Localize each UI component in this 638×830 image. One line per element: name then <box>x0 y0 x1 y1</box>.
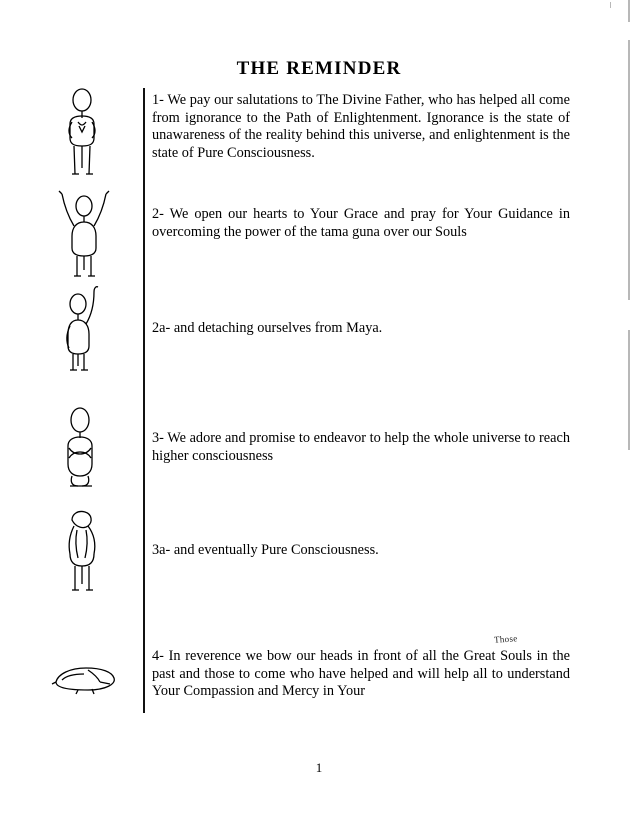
page-title: THE REMINDER <box>236 58 402 79</box>
verse-paragraph: 2a- and detaching ourselves from Maya. <box>152 320 383 336</box>
scan-artifact <box>628 330 630 450</box>
page-number: 1 <box>315 760 323 775</box>
verse-paragraph: 2- We open our hearts to Your Grace and pray for Your Guidance in overcoming the power of the tama guna over our Souls <box>152 206 570 240</box>
verse-paragraph: 3a- and eventually Pure Consciousness. <box>152 542 379 558</box>
figure-seated-arms-crossed <box>48 406 140 490</box>
verse-paragraph: 1- We pay our salutations to The Divine Father, who has helped all come from ignorance to the Path of Enlightenment. Ignorance is the state of unawareness of the reality behind this universe, and enlightenment is the state of Pure Consciousness. <box>152 92 570 161</box>
figure-standing-hands-at-chest <box>48 88 140 176</box>
handwritten-annotation: Those <box>493 633 518 645</box>
figure-standing-arms-raised <box>48 190 140 278</box>
vertical-rule <box>143 88 145 713</box>
scan-artifact <box>610 2 611 8</box>
figure-standing-bowing <box>48 506 140 594</box>
figure-standing-one-arm-raised <box>48 284 140 372</box>
verse-paragraph: 4- In reverence we bow our heads in front of all the Great Souls in the past and those to come who have helped and will help all to understand Your Compassion and Mercy in Your <box>152 648 570 700</box>
figure-prostrate-bowing <box>48 650 140 706</box>
verse-paragraph: 3- We adore and promise to endeavor to help the whole universe to reach higher consciousness <box>152 430 570 464</box>
scan-artifact <box>628 0 630 22</box>
figure-column <box>48 88 140 718</box>
